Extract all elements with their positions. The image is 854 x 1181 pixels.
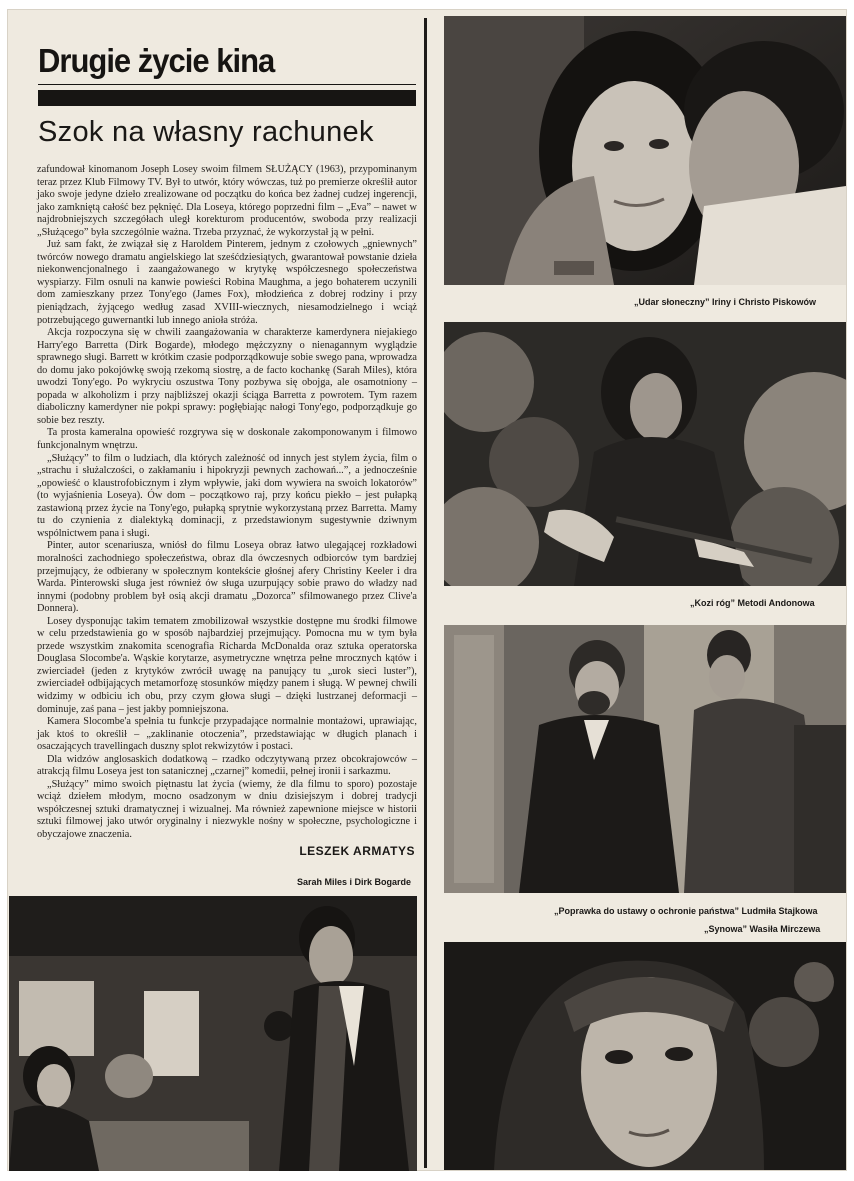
paragraph: Losey dysponując takim tematem zmobilizował wszystkie dostępne mu środki filmowe w celu przedstawienia go w sposób najbardziej przejmujący. Pomocna mu w tym była przede wszystkim znakomita scenografia Richarda McDonalda oraz sztuka operatorska Douglasa Slocombe'a. Wąskie korytarze, asymetryczne wnętrza pełne mrocznych kątów i zwierciadeł (jeden z krytyków zwrócił uwagę na panujący tu „urok sieci luster”), zwierciadeł odbijających metamorfozę stosunków między panem i sługą. W pewnej chwili widzimy w odbiciu ich obu, przy czym głowa sługi – dzięki lustrzanej deformacji – dominuje, zaś pana – jest jakby pomniejszona. — [37, 615, 417, 715]
caption-sarah-miles: Sarah Miles i Dirk Bogarde — [297, 877, 412, 887]
caption-film-title: „Kozi róg” — [690, 598, 735, 608]
paragraph: „Służący” to film o ludziach, dla których zależność od innych jest stylem życia, film o „strachu i służalczości, o zakłamaniu i hipokryzji pewnych zachowań...”, a jednocześnie „opowieść o klaustrofobicznym i złym wpływie, jaki dom wywiera na swoich lokatorów” (to wyjaśnienia Loseya). Ów dom – początkowo raj, przy końcu piekło – jest pułapką zastawioną przez życie na Tony'ego, pułapką sprytnie wykorzystaną przez Barretta. Mamy tu do czynienia z dialektyką dominacji, z przedstawionym sugestywnie dziwnym wspólnictwem pana i sługi. — [37, 452, 417, 539]
column-divider — [424, 18, 427, 1168]
paragraph: Dla widzów anglosaskich dodatkową – rzadko odczytywaną przez obcokrajowców – atrakcją filmu Loseya jest ton satanicznej „czarnej” komedii, pełnej ironii i sarkazmu. — [37, 753, 417, 778]
paragraph: Już sam fakt, że związał się z Haroldem Pinterem, jednym z czołowych „gniewnych” twórców nowego dramatu angielskiego lat sześćdziesiątych, gwarantował powstanie dzieła niekonwencjonalnego i zaangażowanego w krytykę współczesnego społeczeństwa wyspiarzy. Film osnuli na kanwie powieści Robina Maughma, a jego bohaterem uczynili dom zamieszkany przez Tony'ego (James Fox), młodzieńca z dobrej rodziny i przy pieniądzach, żyjącego według zasad XVIII-wiecznych, niesamodzielnego i wciąż potrzebującego guwernantki lub innego anioła stróża. — [37, 239, 417, 326]
caption-film-authors: Ludmiła Stajkowa — [739, 906, 818, 916]
photo-sarah-miles-dirk-bogarde — [9, 896, 417, 1171]
caption-film-authors: Iriny i Christo Piskowów — [709, 297, 817, 307]
title-thin-rule — [38, 84, 416, 85]
paragraph: Kamera Slocombe'a spełnia tu funkcje przypadające normalnie montażowi, uprawiając, jak ktoś to określił – „zaklinanie otoczenia”, przedstawiając w długich planach i osaczających travellingach duszny splot rekwizytów i postaci. — [37, 716, 417, 753]
photo-kozi-rog — [444, 322, 846, 586]
caption-poprawka — [554, 906, 818, 916]
article-headline: Szok na własny rachunek — [38, 116, 374, 148]
paragraph: Ta prosta kameralna opowieść rozgrywa się w doskonale zakomponowanym i filmowo funkcjonalnym wnętrzu. — [37, 427, 417, 452]
caption-film-authors: Metodi Andonowa — [735, 598, 815, 608]
paragraph: Akcja rozpoczyna się w chwili zaangażowania w charakterze kamerdynera niejakiego Harry'ego Barretta (Dirk Bogarde), młodego mężczyzny o nienagannym wyglądzie sprawnego sługi. Barrett w krótkim czasie podporządkowuje sobie swego pana, wprowadza do domu jako pokojówkę swoją rzekomą siostrę, a de facto kochankę (Sarah Miles), która uwodzi Tony'ego. Po wykryciu oszustwa Tony pozbywa się obojga, ale osamotniony – popada w alkoholizm i przy najbliższej okazji ściąga Barretta z powrotem. Tym razem diaboliczny kamerdyner nie pokpi sprawy: pogłębiając nałogi Tony'ego, podporządkuje go sobie bez reszty. — [37, 327, 417, 426]
title-black-bar — [38, 90, 416, 106]
caption-film-title: „Synowa” — [704, 924, 748, 934]
paragraph: zafundował kinomanom Joseph Losey swoim filmem SŁUŻĄCY (1963), przypominanym teraz przez Klub Filmowy TV. Był to utwór, który wówczas, tuż po premierze określił autor jako swoje jedyne dzieło zrealizowane od początku do końca bez żadnej cudzej ingerencji, jako zamkniętą całość bez pęknięć. Dla Loseya, którego poprzedni film – „Eva” – nawet w najdrobniejszych szczegółach uległ korekturom producentów, swoboda przy realizacji „Służącego” była szczególnie ważna. Trzeba przyznać, że wykorzystał ją w pełni. — [37, 164, 417, 238]
article-body — [37, 164, 417, 842]
paragraph: Pinter, autor scenariusza, wniósł do filmu Loseya obraz łatwo ulegającej rozkładowi moralności zachodniego społeczeństwa, obraz dla ówczesnych odbiorców tym bardziej przejmujący, że odbierany w społecznym kontekście głośnej afery Christiny Keeler i dra Warda. Pinterowski sługa jest również ów sługa uzurpujący sobie prawo do władzy nad innymi (podobny problem był osią akcji dramatu „Dozorca” sfilmowanego przez Clive'a Donnera). — [37, 540, 417, 615]
caption-synowa — [704, 924, 820, 934]
paragraph: „Służący” mimo swoich piętnastu lat życia (wiemy, że dla filmu to sporo) pozostaje wciąż dziełem młodym, mocno osadzonym w dniu dzisiejszym i dobrej tradycji współczesnej sztuki dramatycznej i wizualnej. Ma również zapewnione miejsce w historii sztuki filmowej jako utwór oryginalny i niezwykle nośny w społeczne, psychologiczne i obyczajowe znaczenia. — [37, 778, 417, 840]
caption-kozi-rog — [690, 598, 815, 608]
caption-film-title: „Poprawka do ustawy o ochronie państwa” — [554, 906, 740, 916]
caption-film-title: „Udar słoneczny” — [634, 297, 710, 307]
photo-udar-sloneczny — [444, 16, 846, 285]
section-title: Drugie życie kina — [38, 42, 275, 80]
author-signature: LESZEK ARMATYS — [299, 844, 415, 858]
caption-film-authors: Wasiła Mirczewa — [747, 924, 821, 934]
photo-poprawka-do-ustawy — [444, 625, 846, 893]
photo-synowa — [444, 942, 846, 1170]
caption-udar-sloneczny — [634, 297, 816, 307]
